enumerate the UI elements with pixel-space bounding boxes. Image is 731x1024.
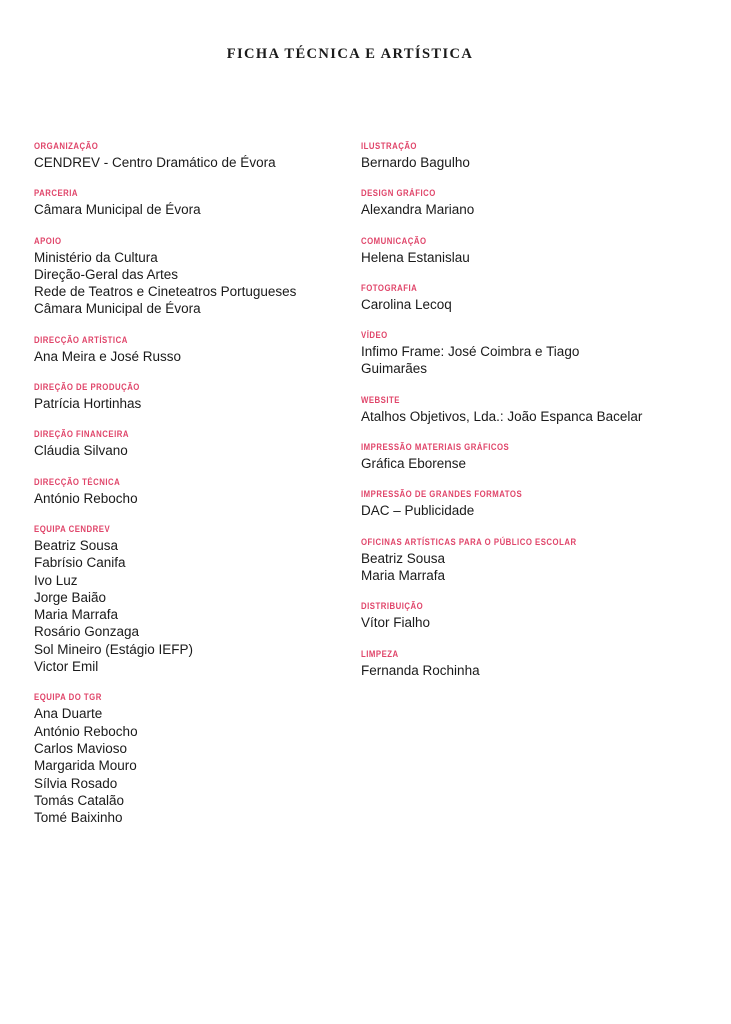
- credit-name: DAC – Publicidade: [361, 503, 475, 519]
- credit-section-equipa-do-tgr: [34, 691, 344, 826]
- credit-name: Atalhos Objetivos, Lda.: João Espanca Bacelar: [361, 408, 643, 424]
- credit-name: Carlos Mavioso: [34, 740, 128, 756]
- credit-name: António Rebocho: [34, 490, 138, 506]
- credit-name: Beatriz Sousa: [34, 537, 119, 553]
- credit-name: Direção-Geral das Artes: [34, 266, 179, 282]
- credit-role-label: ILUSTRAÇÃO: [361, 141, 417, 152]
- credit-role-label: LIMPEZA: [361, 648, 399, 660]
- credits-column-right: [361, 140, 711, 695]
- credit-name: Carolina Lecoq: [361, 296, 452, 312]
- credit-section-impressao-materiais-graficos: [361, 441, 711, 472]
- credit-name: Alexandra Mariano: [361, 202, 475, 218]
- credit-role-label: OFICINAS ARTÍSTICAS PARA O PÚBLICO ESCOLAR: [361, 536, 577, 548]
- credit-name: Guimarães: [361, 361, 428, 377]
- credit-name: Bernardo Bagulho: [361, 155, 470, 170]
- credit-name: Câmara Municipal de Évora: [34, 301, 201, 317]
- credit-name: Ministério da Cultura: [34, 249, 158, 265]
- credit-name: Patrícia Hortinhas: [34, 396, 142, 412]
- credit-name: Fernanda Rochinha: [361, 662, 480, 678]
- credit-role-label: IMPRESSÃO DE GRANDES FORMATOS: [361, 489, 523, 501]
- credit-name: Ana Meira e José Russo: [34, 348, 182, 364]
- credit-name: Rede de Teatros e Cineteatros Portugueses: [34, 284, 297, 300]
- credit-section-fotografia: [361, 282, 711, 313]
- credit-role-label: WEBSITE: [361, 394, 400, 406]
- credit-name: António Rebocho: [34, 723, 138, 739]
- credit-name: Cláudia Silvano: [34, 443, 128, 459]
- credit-role-label: DESIGN GRÁFICO: [361, 188, 436, 200]
- credit-name: Maria Marrafa: [361, 567, 446, 583]
- credit-role-label: DIRECÇÃO ARTÍSTICA: [34, 334, 128, 346]
- credit-name: Sol Mineiro (Estágio IEFP): [34, 641, 194, 657]
- credit-name: Helena Estanislau: [361, 249, 470, 265]
- credit-section-limpeza: [361, 648, 711, 679]
- credit-role-label: DIRECÇÃO TÉCNICA: [34, 476, 121, 488]
- credit-name: Vítor Fialho: [361, 615, 431, 631]
- credit-section-organizacao: [34, 140, 344, 171]
- credit-section-equipa-cendrev: [34, 523, 344, 675]
- credit-name: Victor Emil: [34, 659, 99, 675]
- credit-section-distribuicao: [361, 600, 711, 631]
- credit-name: Rosário Gonzaga: [34, 624, 140, 640]
- credit-role-label: DISTRIBUIÇÃO: [361, 601, 424, 613]
- credit-section-impressao-de-grandes-formatos: [361, 488, 711, 519]
- credit-section-video: [361, 329, 711, 378]
- page-title: FICHA TÉCNICA E ARTÍSTICA: [226, 46, 474, 62]
- credit-section-direcao-financeira: [34, 428, 344, 459]
- credit-name: Infimo Frame: José Coimbra e Tiago: [361, 344, 580, 360]
- credit-section-website: [361, 394, 711, 425]
- credit-name: Gráfica Eborense: [361, 456, 467, 472]
- credit-name: Ivo Luz: [34, 572, 78, 588]
- credit-section-oficinas-artisticas-para-o-publico-escolar: [361, 536, 711, 585]
- credit-role-label: FOTOGRAFIA: [361, 282, 418, 294]
- credit-section-ilustracao: [361, 140, 711, 171]
- credit-role-label: EQUIPA DO TGR: [34, 692, 102, 704]
- credit-name: Tomé Baixinho: [34, 810, 123, 826]
- credit-role-label: IMPRESSÃO MATERIAIS GRÁFICOS: [361, 442, 510, 454]
- credits-column-left: [34, 140, 344, 842]
- credit-role-label: APOIO: [34, 235, 62, 247]
- credit-section-apoio: [34, 235, 344, 318]
- credit-name: Câmara Municipal de Évora: [34, 202, 201, 218]
- credit-role-label: DIREÇÃO FINANCEIRA: [34, 429, 129, 441]
- credit-section-direcao-de-producao: [34, 381, 344, 412]
- credit-section-direccao-tecnica: [34, 476, 344, 507]
- credit-name: CENDREV - Centro Dramático de Évora: [34, 155, 276, 170]
- credit-name: Fabrísio Canifa: [34, 555, 126, 571]
- credit-name: Jorge Baião: [34, 589, 107, 605]
- credit-role-label: EQUIPA CENDREV: [34, 523, 111, 535]
- credit-section-design-grafico: [361, 187, 711, 218]
- credit-section-comunicacao: [361, 235, 711, 266]
- credit-name: Tomás Catalão: [34, 792, 125, 808]
- credit-role-label: VÍDEO: [361, 330, 388, 342]
- credit-role-label: PARCERIA: [34, 188, 79, 200]
- credit-name: Ana Duarte: [34, 706, 103, 722]
- credit-name: Margarida Mouro: [34, 758, 137, 774]
- credit-role-label: COMUNICAÇÃO: [361, 235, 427, 247]
- credit-section-direccao-artistica: [34, 334, 344, 365]
- credit-role-label: ORGANIZAÇÃO: [34, 141, 99, 152]
- credit-name: Sílvia Rosado: [34, 775, 118, 791]
- credit-name: Maria Marrafa: [34, 607, 119, 623]
- credit-section-parceria: [34, 187, 344, 218]
- credit-role-label: DIREÇÃO DE PRODUÇÃO: [34, 382, 140, 394]
- credit-name: Beatriz Sousa: [361, 550, 446, 566]
